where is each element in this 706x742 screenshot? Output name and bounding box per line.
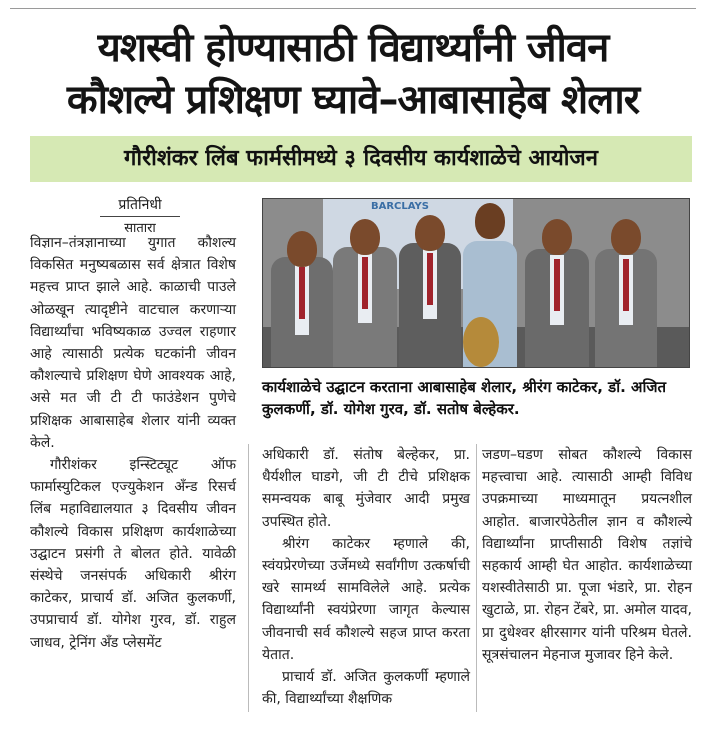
photo-banner-text: BARCLAYS <box>371 201 429 212</box>
column-1 <box>30 232 236 654</box>
headline-line-1: यशस्वी होण्यासाठी विद्यार्थ्यांनी जीवन <box>97 25 609 71</box>
top-rule <box>10 8 696 9</box>
photo-trophy <box>459 301 503 367</box>
column-divider <box>248 444 249 712</box>
paragraph: प्राचार्य डॉ. अजित कुलकर्णी म्हणाले की, विद्यार्थ्यांच्या शैक्षणिक <box>262 669 470 708</box>
column-2 <box>262 444 470 710</box>
photo-caption: कार्यशाळेचे उद्घाटन करताना आबासाहेब शेलार, श्रीरंग काटेकर, डॉ. अजित कुलकर्णी, डॉ. योगेश गुरव, डॉ. सतोष बेल्हेकर. <box>262 378 667 418</box>
paragraph: गौरीशंकर इन्स्टिट्यूट ऑफ फार्मास्युटिकल एज्युकेशन अँन्ड रिसर्च लिंब महाविद्यालयात ३ दिवसीय जीवन कौशल्ये विकास प्रशिक्षण कार्यशाळेच्या उद्घाटन प्रसंगी ते बोलत होते. यावेळी संस्थेचे जनसंपर्क अधिकारी श्रीरंग काटेकर, प्राचार्य डॉ. अजित कुलकर्णी, उपप्राचार्य डॉ. योगेश गुरव, डॉ. राहुल जाधव, ट्रेनिंग अँड प्लेसमेंट <box>30 457 236 651</box>
paragraph: जडण–घडण सोबत कौशल्ये विकास महत्त्वाचा आहे. त्यासाठी आम्ही विविध उपक्रमाच्या माध्यमातून प्रयत्नशील आहोत. बाजारपेठेतील ज्ञान व कौशल्ये विद्यार्थ्यांना प्राप्तीसाठी विशेष तज्ञांचे सहकार्य आम्ही घेत आहोत. कार्यशाळेच्या यशस्वीतेसाठी प्रा. पूजा भंडारे, प्रा. रोहन खुटाळे, प्रा. रोहन टेंबरे, प्रा. अमोल यादव, प्रा दुधेश्वर क्षीरसागर यांनी परिश्रम घेतले. सूत्रसंचालन मेहनाज मुजावर हिने केले. <box>482 447 692 663</box>
byline-reporter: प्रतिनिधी <box>100 196 180 217</box>
photo-person <box>333 217 397 367</box>
photo-person <box>399 211 461 367</box>
subheadline: गौरीशंकर लिंब फार्मसीमध्ये ३ दिवसीय कार्यशाळेचे आयोजन <box>30 136 692 182</box>
headline <box>10 22 696 126</box>
paragraph: श्रीरंग काटेकर म्हणाले की, स्वंयप्रेरणेच्या उर्जेमध्ये सर्वांगीण उत्कर्षाची खरे सामर्थ्य सामविलेले आहे. प्रत्येक विद्यार्थ्यांनी स्वयंप्रेरणा जागृत केल्यास जीवनाची सर्व कौशल्ये सहज प्राप्त करता येतात. <box>262 535 470 663</box>
headline-line-2: कौशल्ये प्रशिक्षण घ्यावे–आबासाहेब शेलार <box>66 77 640 123</box>
column-divider <box>476 444 477 712</box>
paragraph: विज्ञान–तंत्रज्ञानाच्या युगात कौशल्य विकसित मनुष्यबळास सर्व क्षेत्रात विशेष महत्त्व प्राप्त झाले आहे. काळाची पाउले ओळखून त्यादृष्टीने वाटचाल करणाऱ्या विद्यार्थ्यांचा भविष्यकाळ उज्वल राहणार आहे त्यासाठी प्रत्येक घटकांनी जीवन कौशल्याचे प्रशिक्षण घेणे आवश्यक आहे, असे मत जी टी टी फाउंडेशन पुणेचे प्रशिक्षक आबासाहेब शेलार यांनी व्यक्त केले. <box>30 235 236 451</box>
paragraph: अधिकारी डॉ. संतोष बेल्हेकर, प्रा. धैर्यशील घाडगे, जी टी टीचे प्रशिक्षक समन्वयक बाबू मुंजेवार आदी प्रमुख उपस्थित होते. <box>262 447 470 530</box>
dateline: सातारा <box>124 221 156 236</box>
column-3 <box>482 444 692 666</box>
photo-person <box>525 215 589 367</box>
event-photo <box>262 198 690 368</box>
photo-person <box>271 227 333 367</box>
photo-person <box>595 217 657 367</box>
